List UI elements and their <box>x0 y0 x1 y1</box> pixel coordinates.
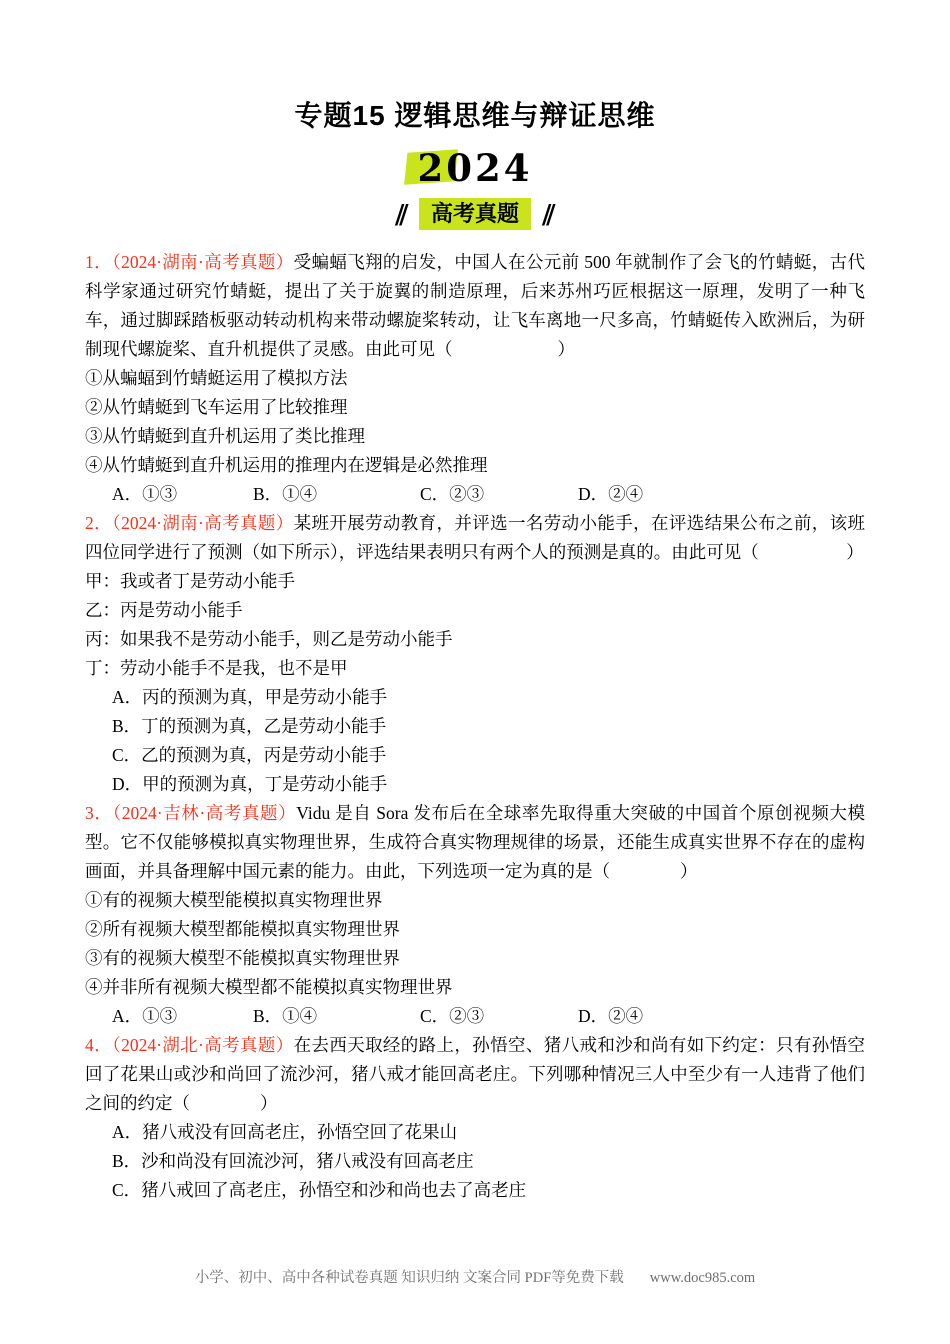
question-stem <box>85 1031 865 1118</box>
statement-ding: 丁：劳动小能手不是我，也不是甲 <box>85 658 348 678</box>
page-title: 专题15 逻辑思维与辩证思维 <box>294 100 656 131</box>
choice-b: B．丁的预测为真，乙是劳动小能手 <box>112 716 387 736</box>
badge-row <box>85 196 865 232</box>
question-number: 1． <box>85 252 112 272</box>
question-4 <box>85 1031 865 1205</box>
exam-badge: 高考真题 <box>419 198 531 230</box>
statement-1: ①从蝙蝠到竹蜻蜓运用了模拟方法 <box>85 368 348 388</box>
statement-bing: 丙：如果我不是劳动小能手，则乙是劳动小能手 <box>85 629 453 649</box>
choice-d: D．②④ <box>578 1006 644 1026</box>
question-text: 受蝙蝠飞翔的启发，中国人在公元前 500 年就制作了会飞的竹蜻蜓，古代科学家通过研究竹蜻蜓，提出了关于旋翼的制造原理，后来苏州巧匠根据这一原理，发明了一种飞车，通过脚踩踏板驱动转动机构来带动螺旋桨转动，让飞车离地一尺多高，竹蜻蜓传入欧洲后，为研制现代螺旋桨、直升机提供了灵感。由此可见（ ） <box>85 252 866 359</box>
question-number: 2． <box>85 513 112 533</box>
question-number: 4． <box>85 1035 112 1055</box>
statement-3: ③有的视频大模型不能模拟真实物理世界 <box>85 948 400 968</box>
question-text: 在去西天取经的路上，孙悟空、猪八戒和沙和尚有如下约定：只有孙悟空回了花果山或沙和尚回了流沙河，猪八戒才能回高老庄。下列哪种情况三人中至少有一人违背了他们之间的约定（ ） <box>85 1035 866 1113</box>
statement-1: ①有的视频大模型能模拟真实物理世界 <box>85 890 383 910</box>
question-source: （2024·吉林·高考真题） <box>112 803 297 823</box>
question-source: （2024·湖北·高考真题） <box>112 1035 294 1055</box>
choice-d: D．甲的预测为真，丁是劳动小能手 <box>112 774 388 794</box>
question-source: （2024·湖南·高考真题） <box>112 252 294 272</box>
statement-3: ③从竹蜻蜓到直升机运用了类比推理 <box>85 426 365 446</box>
question-stem <box>85 799 865 886</box>
choice-c: C．②③ <box>420 1006 485 1026</box>
statement-2: ②从竹蜻蜓到飞车运用了比较推理 <box>85 397 348 417</box>
question-stem <box>85 509 865 567</box>
choices-row <box>85 480 865 509</box>
choice-a: A．猪八戒没有回高老庄，孙悟空回了花果山 <box>112 1122 458 1142</box>
year-row <box>85 146 865 192</box>
choice-c: C．②③ <box>420 484 485 504</box>
page-footer <box>0 1268 950 1288</box>
footer-site-url: www.doc985.com <box>649 1270 756 1286</box>
badge-mark-right: ∥ <box>538 201 559 227</box>
statement-2: ②所有视频大模型都能模拟真实物理世界 <box>85 919 400 939</box>
question-1 <box>85 248 865 509</box>
statement-4: ④从竹蜻蜓到直升机运用的推理内在逻辑是必然推理 <box>85 455 488 475</box>
choice-a: A．丙的预测为真，甲是劳动小能手 <box>112 687 388 707</box>
statement-4: ④并非所有视频大模型都不能模拟真实物理世界 <box>85 977 453 997</box>
statement-yi: 乙：丙是劳动小能手 <box>85 600 243 620</box>
footer-text: 小学、初中、高中各种试卷真题 知识归纳 文案合同 PDF等免费下载 <box>194 1270 624 1286</box>
choice-b: B．①④ <box>253 484 318 504</box>
choices-row <box>85 1002 865 1031</box>
choice-c: C．猪八戒回了高老庄，孙悟空和沙和尚也去了高老庄 <box>112 1180 527 1200</box>
question-source: （2024·湖南·高考真题） <box>112 513 294 533</box>
year-heading <box>418 146 533 190</box>
statement-jia: 甲：我或者丁是劳动小能手 <box>85 571 295 591</box>
question-3 <box>85 799 865 1031</box>
question-text: Vidu 是自 Sora 发布后在全球率先取得重大突破的中国首个原创视频大模型。它不仅能够模拟真实物理世界，生成符合真实物理规律的场景，还能生成真实世界不存在的虚构画面，并具备理解中国元素的能力。由此，下列选项一定为真的是（ ） <box>85 803 866 881</box>
year-text: 2024 <box>417 146 533 190</box>
choice-c: C．乙的预测为真，丙是劳动小能手 <box>112 745 387 765</box>
badge-mark-left: ∥ <box>391 201 412 227</box>
question-number: 3． <box>85 803 113 823</box>
choice-b: B．①④ <box>253 1006 318 1026</box>
question-text: 某班开展劳动教育，并评选一名劳动小能手，在评选结果公布之前，该班四位同学进行了预测（如下所示），评选结果表明只有两个人的预测是真的。由此可见（ ） <box>85 513 866 562</box>
choice-d: D．②④ <box>578 484 644 504</box>
choice-b: B．沙和尚没有回流沙河，猪八戒没有回高老庄 <box>112 1151 474 1171</box>
choice-a: A．①③ <box>112 484 178 504</box>
question-2 <box>85 509 865 799</box>
choice-a: A．①③ <box>112 1006 178 1026</box>
question-stem <box>85 248 865 364</box>
